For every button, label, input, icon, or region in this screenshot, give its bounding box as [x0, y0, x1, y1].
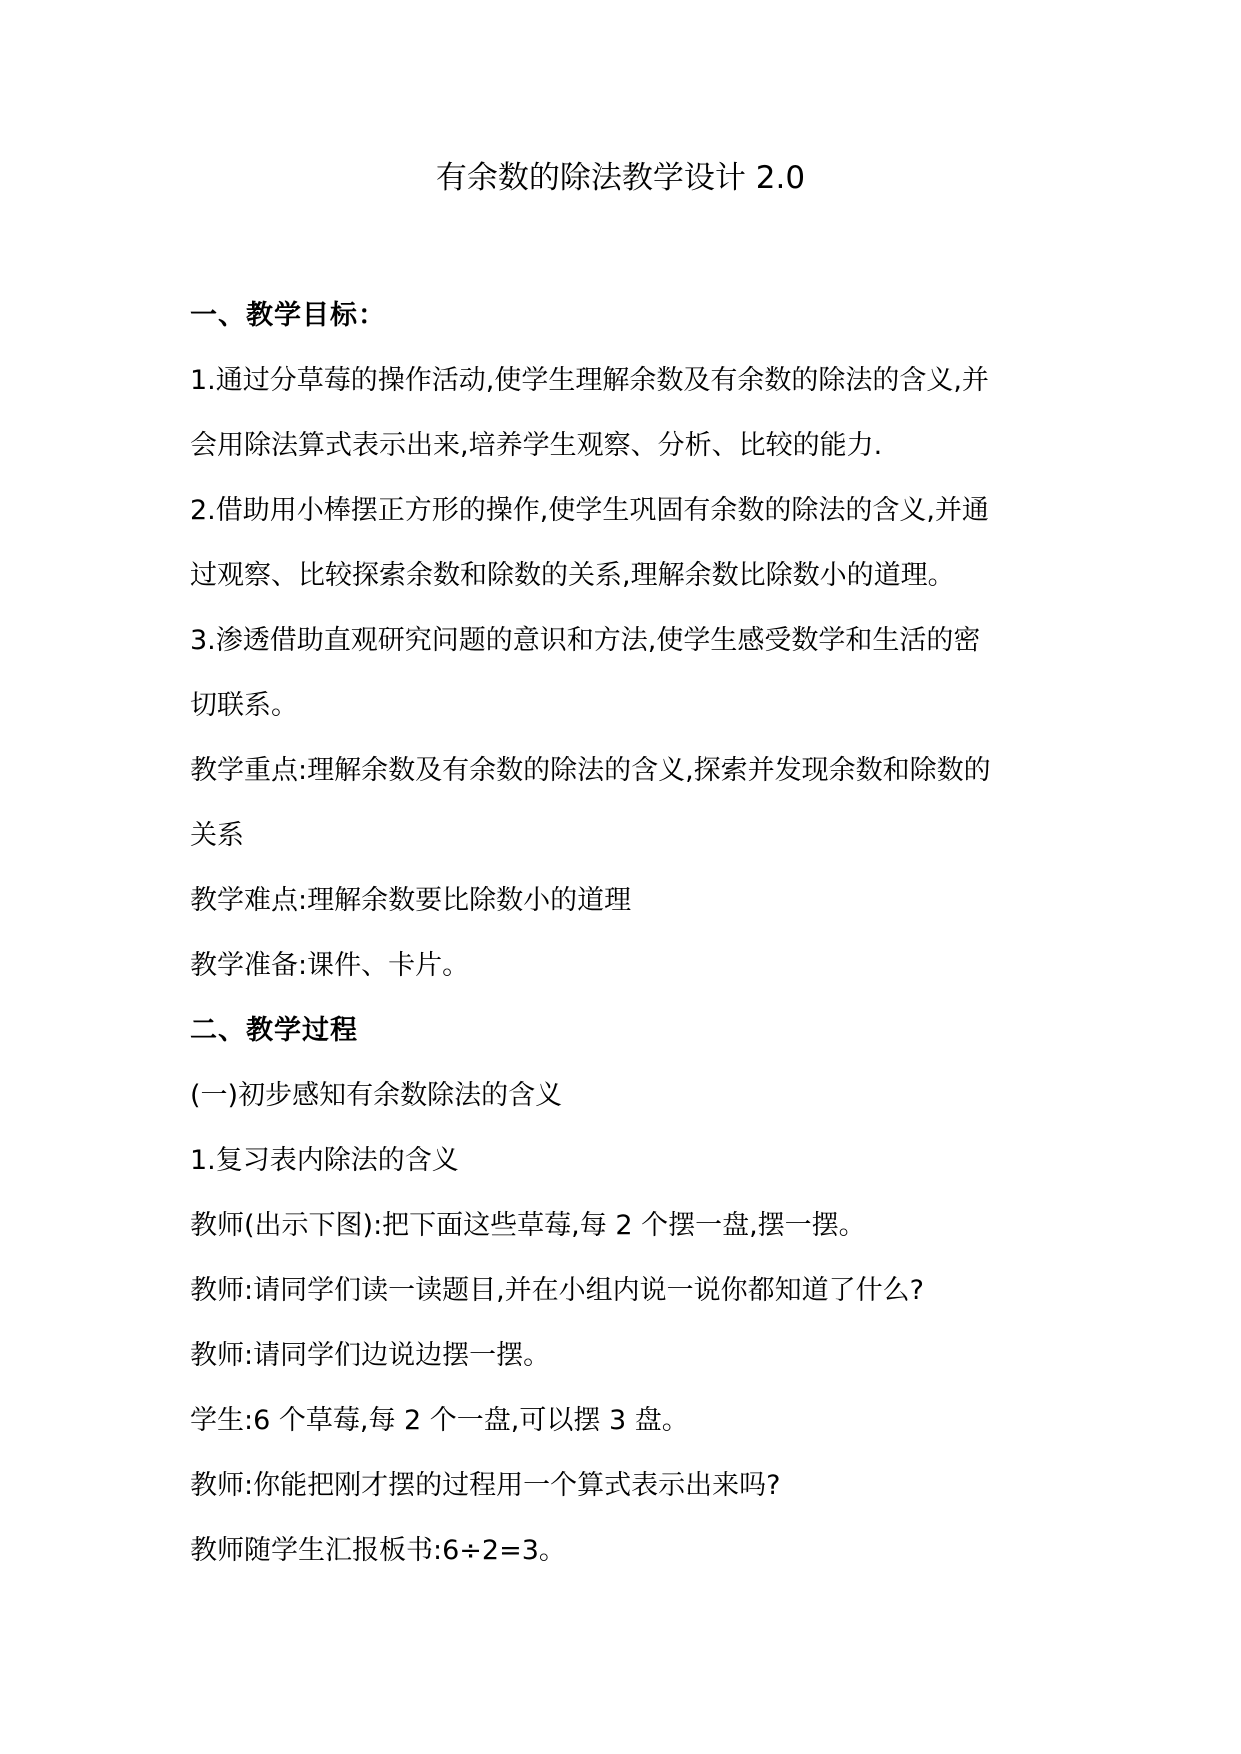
paragraph-line: 教师:请同学们读一读题目,并在小组内说一说你都知道了什么? — [190, 1275, 925, 1306]
document-body — [190, 283, 1070, 1583]
paragraph-line: 教师随学生汇报板书:6÷2=3。 — [190, 1535, 566, 1566]
section-heading-process: 二、教学过程 — [190, 1015, 358, 1046]
paragraph-line: 3.渗透借助直观研究问题的意识和方法,使学生感受数学和生活的密 — [190, 625, 981, 656]
section-heading-objectives: 一、教学目标： — [190, 300, 386, 331]
paragraph-line: 教学重点:理解余数及有余数的除法的含义,探索并发现余数和除数的 — [190, 755, 991, 786]
paragraph-line: 会用除法算式表示出来,培养学生观察、分析、比较的能力. — [190, 430, 883, 461]
document-title: 有余数的除法教学设计 2.0 — [435, 160, 806, 196]
paragraph-line: 1.复习表内除法的含义 — [190, 1145, 459, 1176]
paragraph-line: 2.借助用小棒摆正方形的操作,使学生巩固有余数的除法的含义,并通 — [190, 495, 989, 526]
paragraph-line: 1.通过分草莓的操作活动,使学生理解余数及有余数的除法的含义,并 — [190, 365, 989, 396]
paragraph-line: 过观察、比较探索余数和除数的关系,理解余数比除数小的道理。 — [190, 560, 955, 591]
paragraph-line: 教师:请同学们边说边摆一摆。 — [190, 1340, 551, 1371]
paragraph-line: (一)初步感知有余数除法的含义 — [190, 1080, 563, 1111]
paragraph-line: 切联系。 — [190, 690, 298, 721]
paragraph-line: 关系 — [190, 820, 244, 851]
paragraph-line: 教师(出示下图):把下面这些草莓,每 2 个摆一盘,摆一摆。 — [190, 1210, 866, 1241]
paragraph-line: 教学难点:理解余数要比除数小的道理 — [190, 885, 632, 916]
paragraph-line: 学生:6 个草莓,每 2 个一盘,可以摆 3 盘。 — [190, 1405, 689, 1436]
paragraph-line: 教学准备:课件、卡片。 — [190, 950, 470, 981]
paragraph-line: 教师:你能把刚才摆的过程用一个算式表示出来吗? — [190, 1470, 781, 1501]
